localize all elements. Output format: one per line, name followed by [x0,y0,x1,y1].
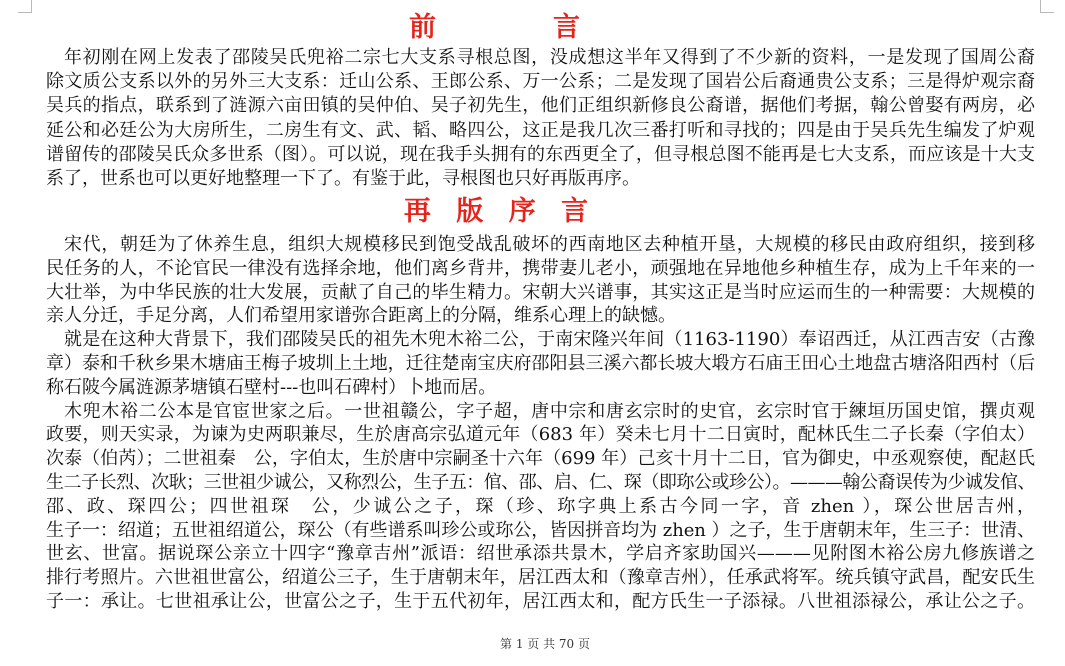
preface-body [46,46,1035,191]
text-line [46,542,1035,566]
text-line-content: 宋代，朝廷为了休养生息，组织大规模移民到饱受战乱破坏的西南地区去种植开垦，大规模的移民由政府组织，接到移 [64,234,1035,255]
text-line-content: 年初刚在网上发表了邵陵吴氏兜裕二宗七大支系寻根总图，没成想这半年又得到了不少新的资料，一是发现了国周公裔 [64,47,1035,68]
reprint-preface-body [46,233,1035,614]
text-line [46,233,1035,257]
text-line [46,376,1035,400]
text-line [46,447,1035,471]
text-line-content: 就是在这种大背景下，我们邵陵吴氏的祖先木兜木裕二公，于南宋隆兴年间（1163-1190）奉诏西迁，从江西吉安（古豫 [64,329,1035,351]
text-line [46,471,1035,495]
text-line-content: 排行考照片。六世祖世富公，绍道公三子，生于唐朝末年，居江西太和（豫章吉州），任承武将军。统兵镇守武昌，配安氏生 [46,567,1035,589]
text-line [46,328,1035,352]
page-footer: 第 1 页 共 70 页 [500,637,590,651]
text-line-content: 邵、政、琛四公；四世祖琛 公，少诚公之子，琛（珍、珎字典上系古今同一字，音 zhen ），琛公世居吉州， [46,495,1035,517]
text-line-content: 称石陂今属涟源茅塘镇石壁村---也叫石碑村）卜地而居。 [46,376,497,398]
text-line-content: 民任务的人，不论官民一律没有选择余地，他们离乡背井，携带妻儿老小，顽强地在异地他乡种植生存，成为上千年来的一 [46,257,1035,279]
text-line [46,519,1035,543]
text-line-content: 子一：承让。七世祖承让公，世富公之子，生于五代初年，居江西太和，配方氏生一子添禄。八世祖添禄公，承让公之子。 [46,590,1035,612]
text-line-content: 大壮举，为中华民族的壮大发展，贡献了自己的毕生精力。宋朝大兴谱事，其实这正是当时应运而生的一种需要：大规模的 [46,281,1035,303]
text-line-content: 木兜木裕二公本是官宦世家之后。一世祖赣公，字子超，唐中宗和唐玄宗时的史官，玄宗时官于練垣历国史馆，撰贞观 [64,400,1035,422]
text-line-content: 生子一：绍道；五世祖绍道公，琛公（有些谱系叫珍公或珎公，皆因拼音均为 zhen ）之子，生于唐朝末年，生三子：世清、 [46,519,1035,541]
paragraph [46,233,1035,328]
paragraph [46,400,1035,614]
text-line-content: 章）泰和千秋乡果木塘庙王梅子坡圳上土地，迁往楚南宝庆府邵阳县三溪六都长坡大塅方石庙王田心土地盘古塘洛阳西村（后 [46,352,1035,374]
text-line-content: 吴兵的指点，联系到了涟源六亩田镇的吴仲伯、吴子初先生，他们正组织新修良公裔谱，据他们考据，翰公曾娶有两房，必 [46,95,1035,117]
text-line-content: 除文质公支系以外的另外三大支系：迁山公系、王郎公系、万一公系；二是发现了国岩公后裔通贵公支系；三是得炉观宗裔 [46,71,1035,93]
text-line-content: 谱留传的邵陵吴氏众多世系（图）。可以说，现在我手头拥有的东西更全了，但寻根总图不能再是七大支系，而应该是十大支 [46,143,1035,165]
text-line [46,495,1035,519]
paragraph [46,328,1035,399]
text-line [46,590,1035,614]
text-line-content: 亲人分迁，手足分离，人们希望用家谱弥合距离上的分隔，维系心理上的缺憾。 [46,305,676,327]
text-line [46,400,1035,424]
text-line [46,46,1035,70]
paragraph [46,46,1035,191]
text-line-content: 政要，则天实录，为谏为史两职兼尽，生於唐高宗弘道元年（683 年）癸未七月十二日寅时，配林氏生二子长秦（字伯太） [46,424,1035,446]
text-line-content: 次泰（伯芮）；二世祖秦 公，字伯太，生於唐中宗嗣圣十六年（699 年）己亥十月十二日，官为御史，中丞观察使，配赵氏 [46,448,1035,470]
reprint-preface-title: 再 版 序 言 [403,196,597,227]
text-line [46,167,1035,191]
text-line [46,94,1035,118]
crop-mark-top-right [1040,0,1054,13]
text-line-content: 系了，世系也可以更好地整理一下了。有鉴于此，寻根图也只好再版再序。 [46,167,640,189]
text-line [46,423,1035,447]
text-line [46,566,1035,590]
text-line [46,143,1035,167]
text-line [46,352,1035,376]
preface-title: 前 言 [409,12,601,43]
text-line-content: 生二子长烈、次耿；三世祖少诚公，又称烈公，生子五：倌、邵、启、仁、琛（即珎公或珍公）。———翰公裔误传为少诚发倌、 [46,471,1035,493]
text-line [46,304,1035,328]
text-line [46,70,1035,94]
text-line [46,281,1035,305]
text-line [46,119,1035,143]
text-line-content: 世玄、世富。据说琛公亲立十四字“豫章吉州”派语：绍世承添共景木，学启齐家助国兴———见附图木裕公房九修族谱之 [46,543,1035,565]
text-line [46,257,1035,281]
text-line-content: 延公和必廷公为大房所生，二房生有文、武、韬、略四公，这正是我几次三番打听和寻找的；四是由于吴兵先生编发了炉观 [46,119,1035,141]
